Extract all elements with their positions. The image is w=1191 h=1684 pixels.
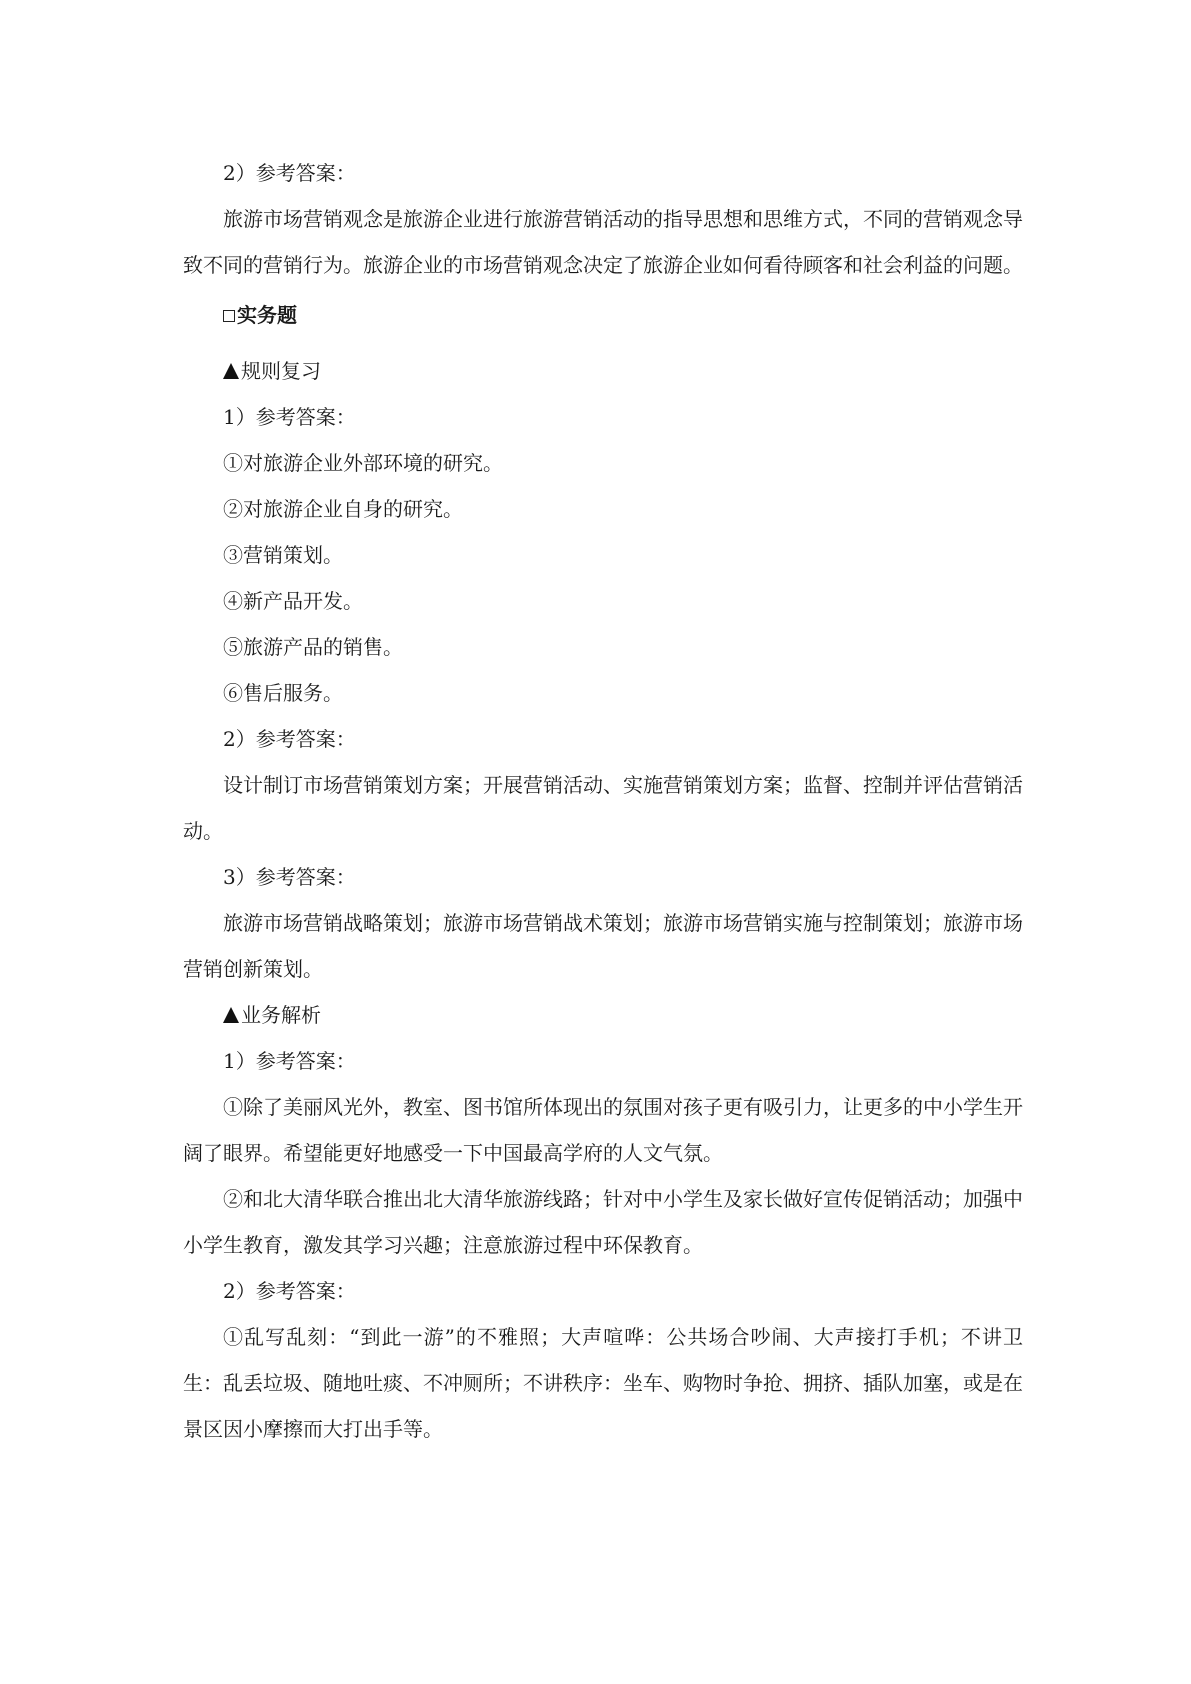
list-item: ①对旅游企业外部环境的研究。 (223, 451, 503, 475)
triangle-icon (223, 1007, 239, 1023)
paragraph: 旅游市场营销观念是旅游企业进行旅游营销活动的指导思想和思维方式，不同的营销观念导致不同的营销行为。旅游企业的市场营销观念决定了旅游企业如何看待顾客和社会利益的问题。 (183, 207, 1023, 277)
answer-heading: 2）参考答案： (223, 161, 356, 185)
section-title: 实务题 (237, 303, 297, 327)
subsection-title: 规则复习 (241, 359, 321, 383)
list-item: ③营销策划。 (223, 543, 343, 567)
subsection-heading-business-analysis (183, 992, 1023, 1038)
square-icon (223, 310, 235, 322)
list-item: ⑤旅游产品的销售。 (223, 635, 403, 659)
answer-heading: 1）参考答案： (223, 405, 356, 429)
paragraph: ①乱写乱刻：“到此一游”的不雅照；大声喧哗：公共场合吵闹、大声接打手机；不讲卫生：乱丢垃圾、随地吐痰、不冲厕所；不讲秩序：坐车、购物时争抢、拥挤、插队加塞，或是在景区因小摩擦而大打出手等。 (183, 1325, 1023, 1441)
paragraph: 旅游市场营销战略策划；旅游市场营销战术策划；旅游市场营销实施与控制策划；旅游市场营销创新策划。 (183, 911, 1023, 981)
document-body (183, 150, 1023, 1452)
answer-heading: 2）参考答案： (223, 1279, 356, 1303)
list-item: ④新产品开发。 (223, 589, 363, 613)
answer-heading: 1）参考答案： (223, 1049, 356, 1073)
list-item: ②对旅游企业自身的研究。 (223, 497, 463, 521)
subsection-heading-rules-review (183, 348, 1023, 394)
triangle-icon (223, 363, 239, 379)
list-item: ⑥售后服务。 (223, 681, 343, 705)
subsection-title: 业务解析 (241, 1003, 321, 1027)
paragraph: ②和北大清华联合推出北大清华旅游线路；针对中小学生及家长做好宣传促销活动；加强中小学生教育，激发其学习兴趣；注意旅游过程中环保教育。 (183, 1187, 1023, 1257)
paragraph: ①除了美丽风光外，教室、图书馆所体现出的氛围对孩子更有吸引力，让更多的中小学生开阔了眼界。希望能更好地感受一下中国最高学府的人文气氛。 (183, 1095, 1023, 1165)
paragraph: 设计制订市场营销策划方案；开展营销活动、实施营销策划方案；监督、控制并评估营销活动。 (183, 773, 1023, 843)
answer-heading: 2）参考答案： (223, 727, 356, 751)
answer-heading: 3）参考答案： (223, 865, 356, 889)
section-heading-practice (183, 292, 1023, 338)
